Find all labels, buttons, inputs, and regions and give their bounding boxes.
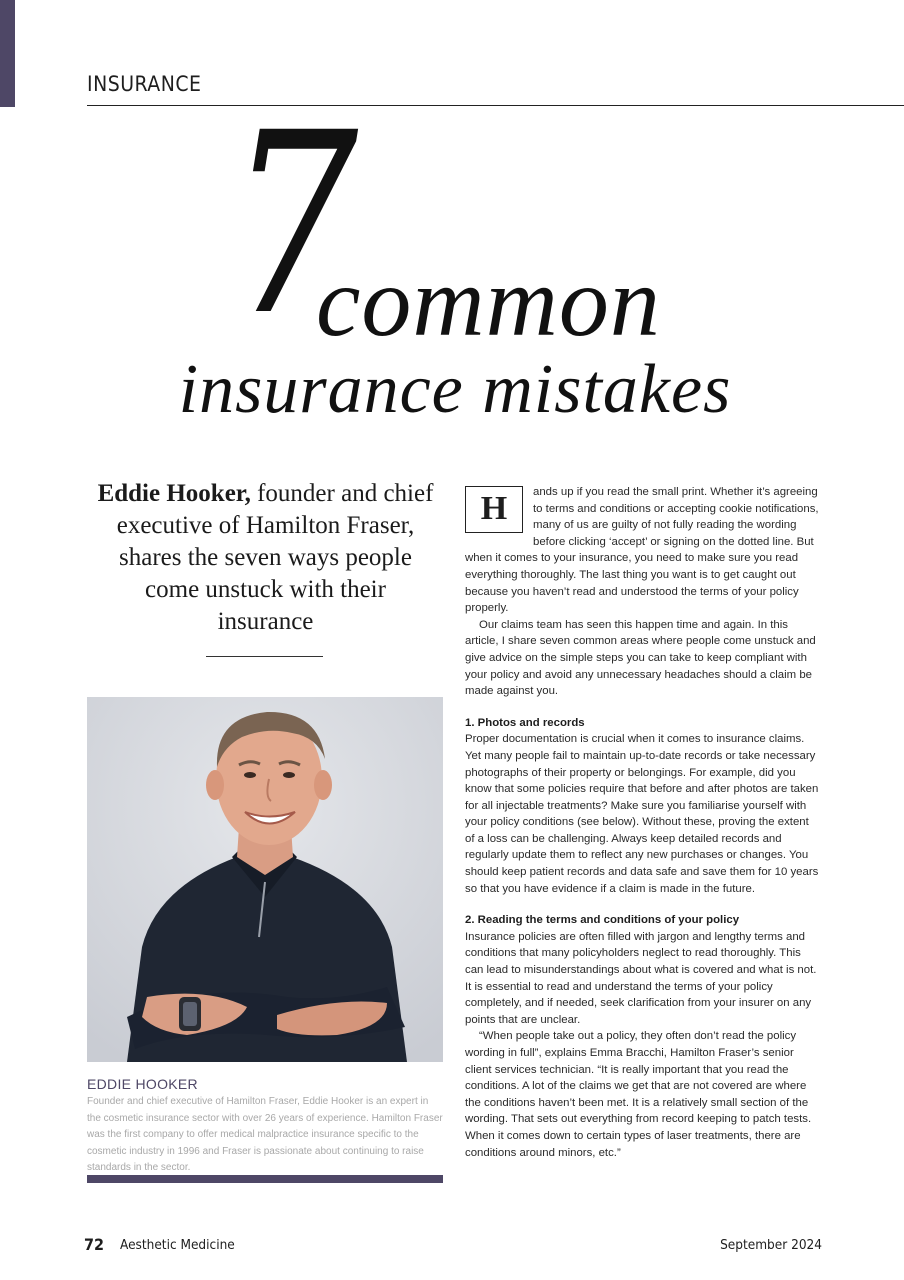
standfirst-rule <box>206 656 323 657</box>
caption-text: Founder and chief executive of Hamilton Fraser, Eddie Hooker is an expert in the cosmetic insurance sector with over 26 years of experience. Hamilton Fraser was the first company to offer medical malpractice insurance specific to the cosmetic industry in 1996 and Fraser is passionate about continuing to raise standards in the sector. <box>87 1096 443 1173</box>
section-2-heading: 2. Reading the terms and conditions of your policy <box>465 914 740 927</box>
portrait-illustration <box>87 697 443 1062</box>
section-label: INSURANCE <box>87 72 202 96</box>
caption-name: EDDIE HOOKER <box>87 1076 198 1092</box>
issue-date: September 2024 <box>720 1237 822 1253</box>
author-photo <box>87 697 443 1062</box>
article-body <box>465 484 820 1161</box>
section-2-text: Insurance policies are often filled with jargon and lengthy terms and conditions that many policyholders neglect to read thoroughly. This can lead to misunderstandings about what is covered and what is not. It is essential to read and understand the terms of your policy completely, and if needed, seek clarification from your insurer on any points that are unclear. <box>465 930 817 1026</box>
section-1-heading: 1. Photos and records <box>465 716 585 729</box>
article-intro: ands up if you read the small print. Whether it’s agreeing to terms and conditions or accepting cookie notifications, many of us are guilty of not fully reading the wording before clicking ‘accept’ or signing on the dotted line. But when it comes to your insurance, you need to make sure you read everything thoroughly. The last thing you want is to get caught out because you haven’t read and understood the terms of your policy properly. <box>465 486 819 615</box>
header-rule <box>87 105 904 106</box>
edge-color-tab <box>0 0 15 107</box>
article-paragraph-2: Our claims team has seen this happen time and again. In this article, I share seven common areas where people come unstuck and give advice on the simple steps you can take to keep compliant with your policy and avoid any unnecessary headaches should a claim be made against you. <box>465 618 816 698</box>
section-1-text: Proper documentation is crucial when it comes to insurance claims. Yet many people fail to maintain up-to-date records or take necessary photographs of their property or belongings. For example, did you know that some policies require that before and after photos are taken for all injectable treatments? Make sure you familiarise yourself with your policy conditions (see below). Without these, proving the extent of a loss can be challenging. Always keep detailed records and regularly update them to reflect any new purchases or changes. You should keep patient records and data safe and save them for 10 years so that you have evidence if a claim is made in the future. <box>465 733 819 895</box>
section-2-quote: “When people take out a policy, they often don’t read the policy wording in full”, explains Emma Bracchi, Hamilton Fraser’s senior client services technician. “It is really important that you read the conditions. A lot of the claims we get that are not covered are where the conditions haven’t been met. It is a relatively small section of the wording. That sets out everything from record keeping to patch tests. When it comes down to certain types of laser treatments, there are conditions around minors, etc.” <box>465 1030 812 1159</box>
title-numeral: 7 <box>228 79 359 370</box>
dropcap: H <box>465 486 523 533</box>
caption-accent-bar <box>87 1175 443 1183</box>
title-line-2: insurance mistakes <box>178 351 732 428</box>
title-line-1: common <box>316 246 661 357</box>
standfirst-text: founder and chief executive of Hamilton Fraser, shares the seven ways people come unstuck with their insurance <box>116 480 434 635</box>
standfirst <box>97 478 434 638</box>
page-number: 72 <box>84 1235 105 1254</box>
standfirst-author: Eddie Hooker, <box>97 480 251 507</box>
publication-name: Aesthetic Medicine <box>120 1237 235 1253</box>
